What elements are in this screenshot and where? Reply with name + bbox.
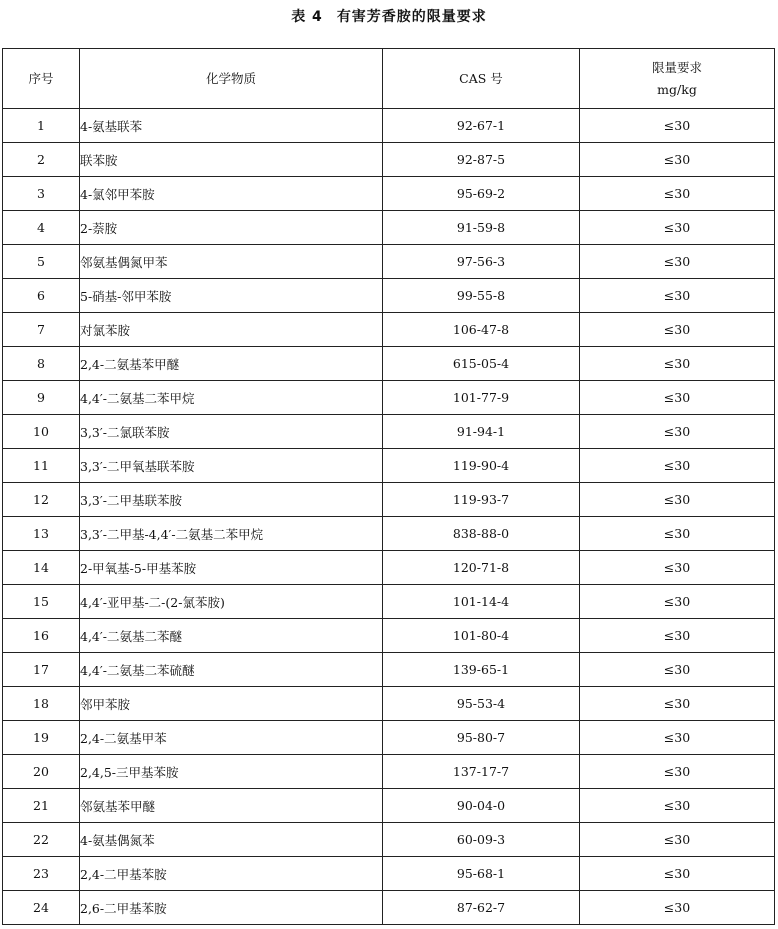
table-row: [3, 211, 775, 245]
table-row: [3, 721, 775, 755]
row-limit-value: ≤30: [580, 415, 775, 449]
row-index: 13: [3, 517, 80, 551]
row-cas-number: 97-56-3: [383, 245, 580, 279]
row-substance-name: 邻氨基偶氮甲苯: [80, 245, 383, 279]
row-substance-name: 2,6-二甲基苯胺: [80, 891, 383, 925]
row-limit-value: ≤30: [580, 109, 775, 143]
table-row: [3, 755, 775, 789]
row-index: 16: [3, 619, 80, 653]
row-index: 6: [3, 279, 80, 313]
row-substance-name: 4-氯邻甲苯胺: [80, 177, 383, 211]
table-row: [3, 279, 775, 313]
row-cas-number: 99-55-8: [383, 279, 580, 313]
row-index: 24: [3, 891, 80, 925]
row-substance-name: 4,4′-亚甲基-二-(2-氯苯胺): [80, 585, 383, 619]
table-row: [3, 347, 775, 381]
row-cas-number: 95-68-1: [383, 857, 580, 891]
row-cas-number: 92-67-1: [383, 109, 580, 143]
aromatic-amine-limit-table: [2, 48, 775, 925]
table-row: [3, 551, 775, 585]
header-substance: 化学物质: [80, 49, 383, 109]
row-cas-number: 615-05-4: [383, 347, 580, 381]
row-substance-name: 4,4′-二氨基二苯醚: [80, 619, 383, 653]
row-cas-number: 120-71-8: [383, 551, 580, 585]
row-index: 15: [3, 585, 80, 619]
row-substance-name: 3,3′-二氯联苯胺: [80, 415, 383, 449]
row-limit-value: ≤30: [580, 653, 775, 687]
row-index: 17: [3, 653, 80, 687]
row-cas-number: 106-47-8: [383, 313, 580, 347]
row-index: 4: [3, 211, 80, 245]
row-cas-number: 95-53-4: [383, 687, 580, 721]
row-index: 5: [3, 245, 80, 279]
header-limit-label: 限量要求: [651, 59, 702, 75]
row-substance-name: 邻甲苯胺: [80, 687, 383, 721]
row-substance-name: 3,3′-二甲氧基联苯胺: [80, 449, 383, 483]
row-substance-name: 邻氨基苯甲醚: [80, 789, 383, 823]
table-row: [3, 381, 775, 415]
row-substance-name: 4,4′-二氨基二苯甲烷: [80, 381, 383, 415]
row-cas-number: 91-59-8: [383, 211, 580, 245]
row-cas-number: 838-88-0: [383, 517, 580, 551]
row-limit-value: ≤30: [580, 789, 775, 823]
row-cas-number: 87-62-7: [383, 891, 580, 925]
row-limit-value: ≤30: [580, 381, 775, 415]
row-index: 14: [3, 551, 80, 585]
row-limit-value: ≤30: [580, 347, 775, 381]
row-limit-value: ≤30: [580, 211, 775, 245]
header-index: 序号: [3, 49, 80, 109]
row-substance-name: 4-氨基偶氮苯: [80, 823, 383, 857]
row-cas-number: 92-87-5: [383, 143, 580, 177]
row-substance-name: 2,4-二甲基苯胺: [80, 857, 383, 891]
row-index: 3: [3, 177, 80, 211]
row-limit-value: ≤30: [580, 517, 775, 551]
row-substance-name: 2-甲氧基-5-甲基苯胺: [80, 551, 383, 585]
row-limit-value: ≤30: [580, 721, 775, 755]
table-row: [3, 313, 775, 347]
row-limit-value: ≤30: [580, 585, 775, 619]
row-cas-number: 95-69-2: [383, 177, 580, 211]
row-index: 23: [3, 857, 80, 891]
row-substance-name: 3,3′-二甲基联苯胺: [80, 483, 383, 517]
table-row: [3, 585, 775, 619]
row-cas-number: 60-09-3: [383, 823, 580, 857]
row-limit-value: ≤30: [580, 449, 775, 483]
table-row: [3, 891, 775, 925]
row-index: 18: [3, 687, 80, 721]
table-row: [3, 143, 775, 177]
row-substance-name: 2-萘胺: [80, 211, 383, 245]
row-limit-value: ≤30: [580, 619, 775, 653]
row-limit-value: ≤30: [580, 891, 775, 925]
row-cas-number: 139-65-1: [383, 653, 580, 687]
table-row: [3, 857, 775, 891]
table-row: [3, 177, 775, 211]
table-row: [3, 687, 775, 721]
row-substance-name: 3,3′-二甲基-4,4′-二氨基二苯甲烷: [80, 517, 383, 551]
row-limit-value: ≤30: [580, 857, 775, 891]
row-index: 20: [3, 755, 80, 789]
row-index: 22: [3, 823, 80, 857]
table-header-row: [3, 49, 775, 109]
row-limit-value: ≤30: [580, 245, 775, 279]
row-substance-name: 联苯胺: [80, 143, 383, 177]
row-index: 9: [3, 381, 80, 415]
row-substance-name: 4-氨基联苯: [80, 109, 383, 143]
row-substance-name: 对氯苯胺: [80, 313, 383, 347]
row-index: 10: [3, 415, 80, 449]
table-row: [3, 619, 775, 653]
row-index: 21: [3, 789, 80, 823]
row-cas-number: 119-93-7: [383, 483, 580, 517]
row-limit-value: ≤30: [580, 823, 775, 857]
header-limit: [580, 49, 775, 109]
table-row: [3, 415, 775, 449]
row-cas-number: 95-80-7: [383, 721, 580, 755]
row-cas-number: 119-90-4: [383, 449, 580, 483]
row-index: 8: [3, 347, 80, 381]
row-limit-value: ≤30: [580, 143, 775, 177]
table-row: [3, 823, 775, 857]
table-row: [3, 789, 775, 823]
row-substance-name: 4,4′-二氨基二苯硫醚: [80, 653, 383, 687]
row-index: 19: [3, 721, 80, 755]
table-row: [3, 483, 775, 517]
table-caption: [0, 7, 778, 27]
row-cas-number: 101-80-4: [383, 619, 580, 653]
table-row: [3, 109, 775, 143]
row-index: 12: [3, 483, 80, 517]
row-substance-name: 5-硝基-邻甲苯胺: [80, 279, 383, 313]
row-cas-number: 91-94-1: [383, 415, 580, 449]
header-limit-unit: mg/kg: [657, 81, 697, 97]
row-index: 2: [3, 143, 80, 177]
table-title: 有害芳香胺的限量要求: [336, 9, 487, 25]
row-cas-number: 90-04-0: [383, 789, 580, 823]
row-cas-number: 101-14-4: [383, 585, 580, 619]
row-substance-name: 2,4-二氨基甲苯: [80, 721, 383, 755]
row-limit-value: ≤30: [580, 177, 775, 211]
table-number: 表 4: [291, 9, 323, 25]
table-body: [3, 109, 775, 925]
row-index: 11: [3, 449, 80, 483]
row-substance-name: 2,4-二氨基苯甲醚: [80, 347, 383, 381]
row-cas-number: 137-17-7: [383, 755, 580, 789]
row-cas-number: 101-77-9: [383, 381, 580, 415]
row-limit-value: ≤30: [580, 687, 775, 721]
table-row: [3, 517, 775, 551]
header-cas: CAS 号: [383, 49, 580, 109]
row-substance-name: 2,4,5-三甲基苯胺: [80, 755, 383, 789]
row-limit-value: ≤30: [580, 313, 775, 347]
table-row: [3, 245, 775, 279]
row-limit-value: ≤30: [580, 483, 775, 517]
table-row: [3, 653, 775, 687]
row-limit-value: ≤30: [580, 755, 775, 789]
row-limit-value: ≤30: [580, 551, 775, 585]
row-limit-value: ≤30: [580, 279, 775, 313]
table-row: [3, 449, 775, 483]
row-index: 1: [3, 109, 80, 143]
row-index: 7: [3, 313, 80, 347]
